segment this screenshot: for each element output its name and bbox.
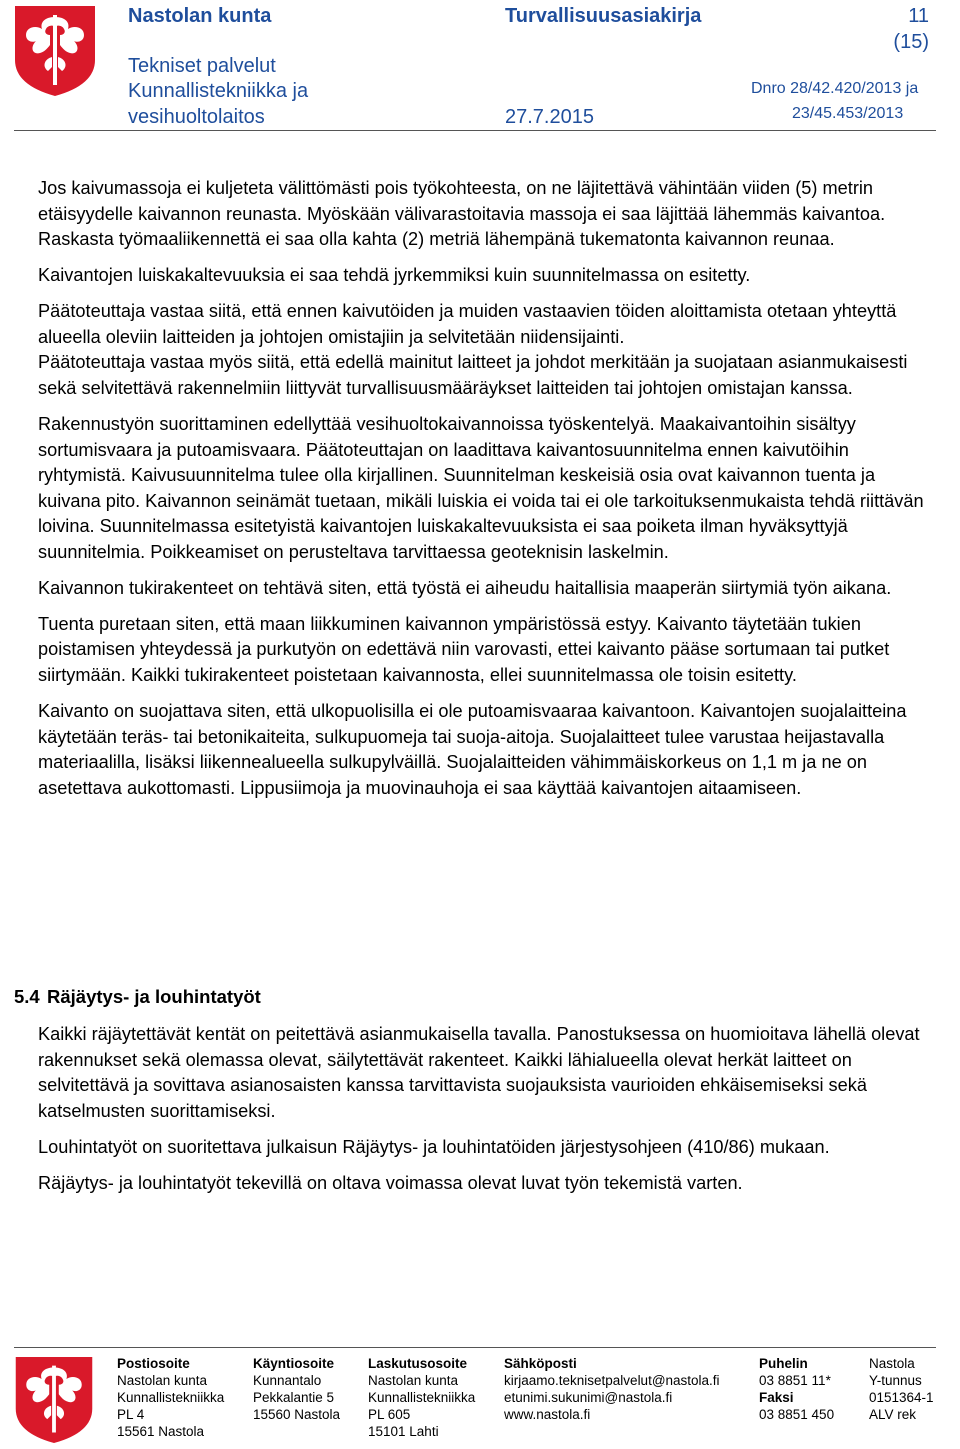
footer-email-address[interactable]: kirjaamo.teknisetpalvelut@nastola.fi: [504, 1373, 720, 1388]
municipality-crest: [14, 5, 96, 97]
paragraph-massat: Jos kaivumassoja ei kuljeteta välittömästi pois työkohteesta, on ne läjitettävä vähintään viiden (5) metrin etäisyydelle kaivannon reunasta. Myöskään välivarastoitavia massoja ei saa läjittää lähemmäs kaivantoa. Raskasta työmaaliikennettä ei saa olla kahta (2) metriä lähempänä tukematonta kaivannon reunaa.: [38, 178, 886, 250]
footer-postal-line: 15561 Nastola: [117, 1424, 205, 1439]
section-number: 5.4: [14, 986, 40, 1007]
dnro-line-1: Dnro 28/42.420/2013 ja: [751, 80, 919, 97]
paragraph-yhteys: Päätoteuttaja vastaa siitä, että ennen kaivutöiden ja muiden vastaavien töiden aloittamista otetaan yhteyttä alueella oleviin laitteiden ja johtojen omistajiin ja selvitetään niidensijainti.: [38, 301, 897, 347]
header-dept-3: vesihuoltolaitos: [128, 106, 265, 128]
footer-postal-line: PL 4: [117, 1407, 145, 1422]
header-divider: [14, 130, 936, 131]
footer-ids-label: Nastola: [869, 1356, 915, 1371]
footer-email-address[interactable]: etunimi.sukunimi@nastola.fi: [504, 1390, 673, 1405]
footer-postal: [117, 1355, 224, 1440]
footer-visit-line: Pekkalantie 5: [253, 1390, 335, 1405]
footer-billing-line: Kunnallistekniikka: [368, 1390, 476, 1405]
body-upper: [38, 176, 928, 812]
dnro-line-2: 23/45.453/2013: [792, 105, 904, 122]
header-dept-2: Kunnallistekniikka ja: [128, 80, 309, 102]
footer-postal-line: Kunnallistekniikka: [117, 1390, 225, 1405]
paragraph-kaivantosuunnitelma: Rakennustyön suorittaminen edellyttää vesihuoltokaivannoissa työskentelyä. Maakaivantoihin sisältyy sortumisvaara ja putoamisvaara. Päätoteuttajan on laadittava kaivantosuunnitelma ennen kaivutöihin ryhtymistä. Kaivusuunnitelma tulee olla kirjallinen. Suunnitelman keskeisiä osia ovat kaivannon tuenta ja kuivana pito. Kaivannon seinämät tuetaan, mikäli luiskia ei voida tai ei ole tarkoituksenmukaista tehdä riittävän loivina. Suunnitelmassa esitetyistä kaivantojen luiskakaltevuuksista ei saa poiketa ilman hyväksyttyjä suunnitelmia. Poikkeamiset on perusteltava tarvittaessa geoteknisin laskelmin.: [38, 413, 924, 562]
footer-billing-line: Nastolan kunta: [368, 1373, 459, 1388]
footer-postal-label: Postiosoite: [117, 1356, 190, 1371]
footer-phone-number: 03 8851 11*: [759, 1373, 831, 1388]
footer-ids: [869, 1355, 934, 1423]
paragraph-raj-2: Louhintatyöt on suoritettava julkaisun Räjäytys- ja louhintatöiden järjestysohjeen (410/86) mukaan.: [38, 1136, 830, 1157]
footer-crest: [14, 1356, 94, 1444]
footer-ids-line: 0151364-1: [869, 1390, 934, 1405]
footer-billing-label: Laskutusosoite: [368, 1356, 468, 1371]
footer-fax-number: 03 8851 450: [759, 1407, 835, 1422]
section-title: Räjäytys- ja louhintatyöt: [47, 986, 261, 1007]
doc-title: Turvallisuusasiakirja: [505, 5, 702, 27]
footer-postal-line: Nastolan kunta: [117, 1373, 208, 1388]
paragraph-tuenta: Tuenta puretaan siten, että maan liikkuminen kaivannon ympäristössä estyy. Kaivanto täytetään tukien poistamisen yhteydessä ja purkutyön on edettävä niin varovasti, ettei kaivanto pääse sortumaan tai putket siirtymään. Kaikki tukirakenteet poistetaan kaivannosta, ellei suunnitelmassa ole toisin esitetty.: [38, 613, 890, 686]
footer-billing: [368, 1355, 475, 1440]
header-dept-1: Tekniset palvelut: [128, 55, 276, 77]
footer-email-label: Sähköposti: [504, 1356, 577, 1371]
page-total: (15): [893, 31, 929, 53]
paragraph-suojaus: Kaivanto on suojattava siten, että ulkopuolisilla ei ole putoamisvaaraa kaivantoon. Kaivantojen suojalaitteina käytetään teräs- tai betonikaiteita, sulkupuomeja tai suoja-aitoja. Suojalaitteet tulee varustaa heijastavalla materiaalilla, lisäksi liikennealueella sulkupylväillä. Suojalaitteiden vähimmäiskorkeus on 1,1 m ja ne on asetettava aukottomasti. Lippusiimoja ja muovinauhoja ei saa käyttää kaivantojen aitaamiseen.: [38, 701, 907, 798]
body-section: [38, 1022, 928, 1207]
footer-billing-line: 15101 Lahti: [368, 1424, 439, 1439]
footer-phone-label: Puhelin: [759, 1356, 808, 1371]
footer-visit-label: Käyntiosoite: [253, 1356, 335, 1371]
footer-phone: [759, 1355, 834, 1423]
footer-ids-line: ALV rek: [869, 1407, 917, 1422]
paragraph-merkinta: Päätoteuttaja vastaa myös siitä, että edellä mainitut laitteet ja johdot merkitään ja suojataan asianmukaisesti sekä selvitettävä rakennelmiin liittyvät turvallisuusmääräykset laitteiden tai johtojen omistajan kanssa.: [38, 352, 908, 398]
footer-ids-line: Y-tunnus: [869, 1373, 922, 1388]
footer-fax-label: Faksi: [759, 1390, 794, 1405]
paragraph-raj-3: Räjäytys- ja louhintatyöt tekevillä on oltava voimassa olevat luvat työn tekemistä varten.: [38, 1172, 743, 1193]
paragraph-raj-1: Kaikki räjäytettävät kentät on peitettävä asianmukaisella tavalla. Panostuksessa on huomioitava lähellä olevat rakennukset sekä olemassa olevat, säilytettävät rakenteet. Kaikki lähialueella olevat herkät laitteet on selvitettävä ja sovittava asianosaisten kanssa tarvittavista suojauksista vaurioiden ehkäisemiseksi sekä katselmusten suorittamiseksi.: [38, 1024, 920, 1121]
footer-divider: [14, 1347, 936, 1348]
footer-email: [504, 1355, 720, 1423]
section-heading: [14, 986, 261, 1008]
paragraph-luiskat: Kaivantojen luiskakaltevuuksia ei saa tehdä jyrkemmiksi kuin suunnitelmassa on esitetty.: [38, 265, 751, 286]
footer-billing-line: PL 605: [368, 1407, 411, 1422]
footer-website-link[interactable]: www.nastola.fi: [504, 1407, 591, 1422]
page-number: 11: [908, 5, 929, 27]
paragraph-tukirakenteet: Kaivannon tukirakenteet on tehtävä siten, että työstä ei aiheudu haitallisia maaperän siirtymiä työn aikana.: [38, 577, 892, 598]
header-org: Nastolan kunta: [128, 5, 272, 27]
footer-visit-line: 15560 Nastola: [253, 1407, 341, 1422]
doc-date: 27.7.2015: [505, 106, 594, 128]
footer-visit-line: Kunnantalo: [253, 1373, 322, 1388]
footer-visit: [253, 1355, 340, 1423]
